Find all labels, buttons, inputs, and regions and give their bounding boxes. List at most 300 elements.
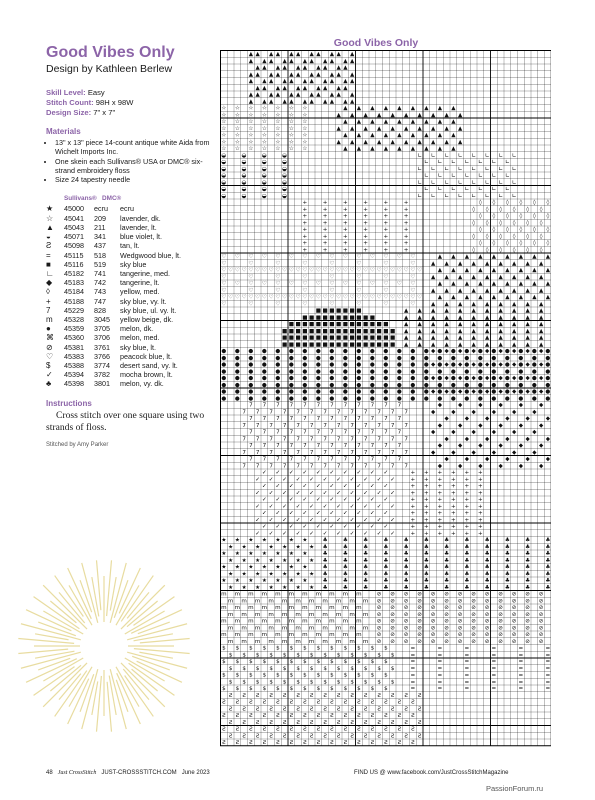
svg-text:◆: ◆	[484, 436, 490, 443]
svg-text:☆: ☆	[248, 112, 254, 119]
svg-text:+: +	[424, 490, 429, 497]
svg-text:♡: ♡	[369, 281, 375, 288]
svg-text:◆: ◆	[525, 416, 530, 423]
svg-text:$: $	[289, 659, 294, 666]
svg-text:▲: ▲	[336, 85, 341, 92]
svg-text:7: 7	[370, 456, 375, 463]
svg-text:7: 7	[269, 463, 273, 470]
svg-text:▲: ▲	[464, 294, 470, 301]
svg-text:◆: ◆	[511, 375, 517, 382]
svg-text:⊘: ⊘	[538, 598, 544, 605]
svg-text:▲: ▲	[403, 314, 409, 321]
svg-text:●: ●	[302, 389, 308, 396]
svg-text:■: ■	[335, 314, 342, 321]
svg-text:$: $	[363, 679, 368, 686]
svg-text:◆: ◆	[478, 422, 483, 429]
svg-text:♡: ♡	[369, 267, 375, 274]
svg-text:♡: ♡	[295, 294, 301, 301]
svg-text:▲: ▲	[282, 98, 287, 105]
svg-text:♣: ♣	[444, 571, 450, 578]
svg-text:♡: ♡	[221, 267, 227, 274]
svg-text:⊘: ⊘	[417, 591, 422, 598]
svg-text:▲: ▲	[525, 308, 530, 315]
svg-text:▲: ▲	[403, 335, 409, 342]
key-symbol: ∟	[46, 268, 54, 278]
svg-text:◆: ◆	[430, 375, 436, 382]
svg-text:✓: ✓	[322, 517, 328, 524]
svg-text:✓: ✓	[349, 476, 355, 483]
svg-text:■: ■	[369, 321, 376, 328]
svg-text:⊘: ⊘	[457, 598, 463, 605]
svg-text:●: ●	[531, 362, 537, 369]
svg-text:⊘: ⊘	[417, 638, 422, 645]
dmc-number: 437	[94, 241, 106, 251]
svg-text:∟: ∟	[471, 152, 476, 159]
svg-text:♡: ♡	[363, 267, 369, 274]
svg-text:♣: ♣	[525, 557, 531, 564]
svg-text:●: ●	[464, 395, 470, 402]
svg-text:▲: ▲	[410, 146, 416, 153]
svg-text:+: +	[464, 483, 470, 490]
svg-text:♡: ♡	[356, 274, 362, 281]
svg-text:●: ●	[464, 362, 470, 369]
svg-text:▲: ▲	[343, 105, 348, 112]
svg-text:♡: ♡	[356, 281, 362, 288]
svg-text:7: 7	[323, 422, 327, 429]
svg-text:Ƨ: Ƨ	[289, 726, 294, 733]
svg-text:◒: ◒	[221, 193, 227, 200]
svg-text:▲: ▲	[322, 65, 328, 72]
svg-text:7: 7	[282, 449, 287, 456]
svg-text:Ƨ: Ƨ	[255, 692, 260, 699]
svg-text:●: ●	[369, 395, 375, 402]
svg-text:●: ●	[329, 348, 335, 355]
svg-text:▲: ▲	[471, 321, 476, 328]
svg-text:☆: ☆	[221, 139, 227, 146]
svg-text:Ƨ: Ƨ	[228, 706, 233, 713]
svg-text:♡: ♡	[356, 287, 362, 294]
svg-text:⊘: ⊘	[403, 632, 409, 639]
svg-text:●: ●	[450, 362, 456, 369]
svg-text:+: +	[437, 510, 443, 517]
svg-text:♡: ♡	[329, 281, 335, 288]
svg-text:⊘: ⊘	[498, 632, 503, 639]
svg-text:☆: ☆	[221, 146, 227, 153]
svg-text:♣: ♣	[525, 564, 531, 571]
svg-text:◆: ◆	[484, 456, 490, 463]
svg-text:=: =	[491, 645, 497, 652]
svg-text:⊘: ⊘	[498, 625, 503, 632]
svg-text:▲: ▲	[289, 58, 294, 65]
svg-text:◊: ◊	[532, 213, 536, 220]
svg-text:■: ■	[349, 308, 355, 315]
svg-text:$: $	[249, 645, 253, 652]
svg-text:♡: ♡	[356, 267, 362, 274]
svg-text:∟: ∟	[498, 193, 503, 200]
svg-text:▲: ▲	[309, 58, 314, 65]
svg-text:▲: ▲	[525, 287, 530, 294]
svg-text:♡: ♡	[322, 294, 328, 301]
svg-text:▲: ▲	[417, 125, 422, 132]
svg-text:▲: ▲	[403, 328, 409, 335]
svg-text:$: $	[330, 686, 334, 693]
svg-text:▲: ▲	[491, 294, 497, 301]
svg-text:▲: ▲	[316, 65, 321, 72]
svg-text:●: ●	[396, 375, 402, 382]
svg-text:+: +	[478, 530, 483, 537]
svg-text:◆: ◆	[437, 402, 443, 409]
svg-text:Ƨ: Ƨ	[242, 733, 246, 740]
svg-text:m: m	[241, 625, 247, 632]
svg-text:+: +	[302, 247, 308, 254]
svg-text:✓: ✓	[289, 524, 294, 531]
svg-text:◊: ◊	[472, 247, 476, 254]
svg-text:◒: ◒	[282, 173, 288, 180]
svg-text:Ƨ: Ƨ	[390, 692, 395, 699]
material-item: • One skein each Sullivans® USA or DMC® six-strand embroidery floss	[55, 157, 216, 176]
svg-text:Ƨ: Ƨ	[357, 699, 361, 706]
svg-text:♣: ♣	[342, 584, 348, 591]
key-symbol: ▲	[46, 222, 54, 232]
svg-text:Ƨ: Ƨ	[330, 713, 334, 720]
svg-text:7: 7	[255, 436, 260, 443]
svg-text:m: m	[221, 632, 227, 639]
svg-text:=: =	[491, 659, 497, 666]
svg-text:●: ●	[248, 382, 254, 389]
svg-text:■: ■	[315, 308, 322, 315]
svg-text:Ƨ: Ƨ	[390, 706, 395, 713]
svg-text:m: m	[329, 591, 335, 598]
color-name: mocha brown, lt.	[120, 370, 173, 380]
svg-text:$: $	[357, 645, 361, 652]
svg-text:▲: ▲	[430, 321, 436, 328]
svg-text:Ƨ: Ƨ	[255, 733, 260, 740]
svg-text:$: $	[276, 645, 280, 652]
svg-text:●: ●	[315, 355, 321, 362]
floss-key-row	[46, 214, 216, 223]
svg-text:★: ★	[268, 571, 274, 578]
svg-text:▲: ▲	[329, 51, 335, 58]
svg-text:$: $	[289, 686, 294, 693]
svg-text:◊: ◊	[485, 247, 489, 254]
svg-text:⊘: ⊘	[471, 605, 476, 612]
svg-text:$: $	[323, 679, 327, 686]
svg-text:m: m	[342, 591, 349, 598]
svg-text:♣: ♣	[322, 557, 328, 564]
svg-text:■: ■	[302, 328, 308, 335]
svg-text:▲: ▲	[430, 301, 436, 308]
svg-text:■: ■	[322, 308, 328, 315]
svg-text:▲: ▲	[525, 314, 530, 321]
svg-text:$: $	[384, 645, 388, 652]
svg-text:▲: ▲	[430, 314, 436, 321]
svg-text:7: 7	[242, 409, 246, 416]
svg-text:▲: ▲	[478, 267, 483, 274]
svg-text:♣: ♣	[484, 564, 490, 571]
svg-text:$: $	[235, 659, 240, 666]
svg-text:●: ●	[234, 355, 240, 362]
svg-text:▲: ▲	[417, 139, 422, 146]
floss-key-row	[46, 260, 216, 269]
svg-text:m: m	[335, 611, 342, 618]
svg-text:m: m	[241, 598, 247, 605]
svg-text:●: ●	[504, 362, 510, 369]
svg-text:Ƨ: Ƨ	[417, 706, 422, 713]
svg-text:+: +	[403, 247, 409, 254]
svg-text:$: $	[303, 659, 307, 666]
key-symbol: ⌘	[46, 333, 54, 343]
svg-text:◊: ◊	[539, 220, 543, 227]
svg-text:m: m	[241, 638, 247, 645]
svg-text:+: +	[302, 233, 308, 240]
svg-text:m: m	[281, 638, 288, 645]
svg-text:▲: ▲	[464, 254, 470, 261]
svg-text:▲: ▲	[545, 267, 551, 274]
svg-text:✓: ✓	[262, 483, 267, 490]
svg-text:∟: ∟	[444, 152, 449, 159]
svg-text:☆: ☆	[302, 125, 308, 132]
svg-text:7: 7	[316, 402, 321, 409]
svg-text:▲: ▲	[262, 85, 267, 92]
svg-text:▲: ▲	[538, 274, 544, 281]
svg-text:♡: ♡	[396, 294, 402, 301]
svg-text:$: $	[235, 672, 240, 679]
svg-text:$: $	[343, 686, 348, 693]
svg-text:◆: ◆	[484, 348, 490, 355]
svg-text:●: ●	[288, 348, 294, 355]
svg-text:Ƨ: Ƨ	[276, 726, 280, 733]
svg-text:♣: ♣	[403, 544, 409, 551]
svg-text:7: 7	[404, 463, 408, 470]
svg-text:★: ★	[288, 537, 294, 544]
svg-text:7: 7	[397, 429, 402, 436]
svg-text:●: ●	[518, 382, 524, 389]
svg-text:◒: ◒	[241, 173, 247, 180]
svg-text:▲: ▲	[498, 287, 503, 294]
floss-key-row	[46, 379, 216, 388]
svg-text:■: ■	[349, 341, 355, 348]
svg-text:▲: ▲	[302, 98, 308, 105]
svg-text:∟: ∟	[437, 159, 443, 166]
svg-text:▲: ▲	[532, 294, 537, 301]
svg-text:⊘: ⊘	[417, 605, 422, 612]
svg-text:◒: ◒	[241, 166, 247, 173]
svg-text:◒: ◒	[241, 179, 247, 186]
svg-text:◆: ◆	[430, 348, 436, 355]
svg-text:$: $	[282, 679, 287, 686]
svg-text:♡: ♡	[255, 267, 261, 274]
svg-text:●: ●	[369, 389, 375, 396]
svg-text:♣: ♣	[322, 578, 328, 585]
svg-text:■: ■	[329, 328, 335, 335]
svg-text:●: ●	[275, 375, 281, 382]
svg-text:+: +	[464, 530, 470, 537]
svg-text:◆: ◆	[538, 422, 544, 429]
svg-text:◊: ◊	[505, 227, 509, 234]
svg-text:●: ●	[410, 389, 416, 396]
svg-text:●: ●	[410, 348, 416, 355]
svg-text:m: m	[349, 598, 355, 605]
floss-key-row	[46, 204, 216, 213]
svg-text:7: 7	[276, 402, 280, 409]
svg-text:■: ■	[302, 314, 308, 321]
svg-text:♣: ♣	[423, 571, 429, 578]
svg-text:7: 7	[390, 463, 395, 470]
svg-text:●: ●	[545, 368, 551, 375]
svg-text:▲: ▲	[484, 335, 490, 342]
svg-text:●: ●	[437, 375, 443, 382]
svg-text:●: ●	[356, 368, 362, 375]
svg-text:Ƨ: Ƨ	[249, 713, 253, 720]
svg-text:★: ★	[302, 551, 308, 558]
dmc-number: ecru	[94, 204, 108, 214]
svg-text:▲: ▲	[390, 112, 395, 119]
svg-text:■: ■	[329, 321, 335, 328]
svg-text:●: ●	[491, 368, 497, 375]
svg-text:▲: ▲	[336, 112, 341, 119]
svg-text:$: $	[336, 679, 341, 686]
svg-text:★: ★	[268, 584, 274, 591]
svg-text:✓: ✓	[295, 476, 301, 483]
svg-text:∟: ∟	[511, 166, 517, 173]
svg-text:✓: ✓	[370, 524, 375, 531]
svg-text:$: $	[282, 665, 287, 672]
svg-text:●: ●	[531, 368, 537, 375]
svg-text:∟: ∟	[511, 152, 517, 159]
svg-text:+: +	[403, 220, 409, 227]
svg-text:▲: ▲	[248, 71, 254, 78]
svg-text:●: ●	[288, 355, 294, 362]
svg-text:☆: ☆	[288, 132, 294, 139]
svg-text:▲: ▲	[457, 328, 463, 335]
svg-text:Ƨ: Ƨ	[309, 706, 314, 713]
svg-text:⊘: ⊘	[417, 632, 422, 639]
svg-text:●: ●	[504, 368, 510, 375]
svg-text:♡: ♡	[410, 294, 416, 301]
floss-key-row	[46, 315, 216, 324]
svg-text:▲: ▲	[262, 65, 267, 72]
svg-text:∟: ∟	[437, 186, 443, 193]
svg-text:◆: ◆	[464, 456, 470, 463]
svg-text:+: +	[302, 213, 308, 220]
svg-text:7: 7	[309, 463, 314, 470]
svg-text:▲: ▲	[349, 78, 355, 85]
svg-text:●: ●	[437, 382, 443, 389]
svg-text:✓: ✓	[282, 517, 287, 524]
svg-text:◆: ◆	[430, 389, 436, 396]
svg-text:◒: ◒	[241, 186, 247, 193]
svg-text:▲: ▲	[302, 65, 308, 72]
svg-text:●: ●	[342, 395, 348, 402]
svg-text:⊘: ⊘	[376, 632, 382, 639]
svg-text:Ƨ: Ƨ	[235, 740, 240, 747]
svg-text:▲: ▲	[457, 125, 463, 132]
svg-text:◆: ◆	[471, 409, 476, 416]
svg-text:=: =	[545, 645, 551, 652]
svg-text:♡: ♡	[234, 281, 240, 288]
svg-text:✓: ✓	[383, 483, 389, 490]
svg-text:▲: ▲	[275, 51, 281, 58]
svg-text:■: ■	[288, 335, 295, 342]
svg-text:Ƨ: Ƨ	[289, 740, 294, 747]
svg-text:=: =	[518, 679, 524, 686]
materials-list	[46, 138, 216, 184]
svg-text:▲: ▲	[417, 112, 422, 119]
svg-text:Ƨ: Ƨ	[303, 713, 307, 720]
svg-text:▲: ▲	[356, 105, 362, 112]
svg-text:♣: ♣	[484, 578, 490, 585]
svg-text:♡: ♡	[275, 274, 281, 281]
svg-text:$: $	[343, 672, 348, 679]
svg-text:●: ●	[234, 362, 240, 369]
svg-text:☆: ☆	[275, 125, 281, 132]
svg-text:●: ●	[356, 389, 362, 396]
svg-text:◒: ◒	[282, 179, 288, 186]
svg-text:◆: ◆	[430, 429, 436, 436]
svg-text:∟: ∟	[457, 152, 463, 159]
svg-text:▲: ▲	[329, 78, 335, 85]
svg-text:✓: ✓	[268, 476, 274, 483]
svg-text:∟: ∟	[437, 173, 443, 180]
svg-text:▲: ▲	[356, 119, 362, 126]
svg-text:+: +	[464, 517, 470, 524]
svg-text:+: +	[464, 510, 470, 517]
dmc-number: 743	[94, 287, 106, 297]
svg-text:∟: ∟	[511, 179, 517, 186]
svg-text:♣: ♣	[342, 578, 348, 585]
svg-text:+: +	[363, 240, 368, 247]
svg-text:◆: ◆	[444, 389, 449, 396]
key-symbol: ◒	[46, 232, 51, 242]
svg-text:▲: ▲	[451, 267, 456, 274]
svg-text:⊘: ⊘	[390, 618, 395, 625]
svg-text:♡: ♡	[329, 267, 335, 274]
svg-text:■: ■	[302, 341, 308, 348]
svg-text:●: ●	[275, 382, 281, 389]
svg-text:=: =	[464, 686, 470, 693]
svg-text:■: ■	[295, 328, 301, 335]
svg-text:=: =	[410, 652, 416, 659]
dmc-number: 211	[94, 222, 106, 232]
svg-text:◊: ◊	[478, 200, 482, 207]
svg-text:◆: ◆	[511, 362, 517, 369]
svg-text:♣: ♣	[363, 564, 369, 571]
svg-text:◊: ◊	[512, 206, 516, 213]
svg-text:●: ●	[518, 395, 524, 402]
dmc-number: 209	[94, 213, 106, 223]
svg-text:+: +	[464, 524, 470, 531]
svg-text:7: 7	[282, 436, 287, 443]
svg-text:⊘: ⊘	[498, 591, 503, 598]
svg-text:+: +	[363, 233, 368, 240]
svg-text:⊘: ⊘	[457, 638, 463, 645]
svg-text:▲: ▲	[410, 132, 416, 139]
svg-text:▲: ▲	[417, 314, 422, 321]
svg-text:Ƨ: Ƨ	[377, 706, 381, 713]
svg-text:●: ●	[315, 368, 321, 375]
svg-text:●: ●	[450, 368, 456, 375]
svg-text:★: ★	[255, 571, 261, 578]
svg-text:7: 7	[276, 416, 280, 423]
svg-text:▲: ▲	[538, 301, 544, 308]
svg-text:♡: ♡	[383, 267, 389, 274]
svg-text:$: $	[370, 686, 375, 693]
magazine-site: JUST-CROSSSTITCH.COM	[101, 770, 177, 776]
svg-text:♣: ♣	[403, 537, 409, 544]
svg-text:7: 7	[397, 402, 402, 409]
svg-text:●: ●	[356, 362, 362, 369]
svg-text:★: ★	[275, 578, 281, 585]
